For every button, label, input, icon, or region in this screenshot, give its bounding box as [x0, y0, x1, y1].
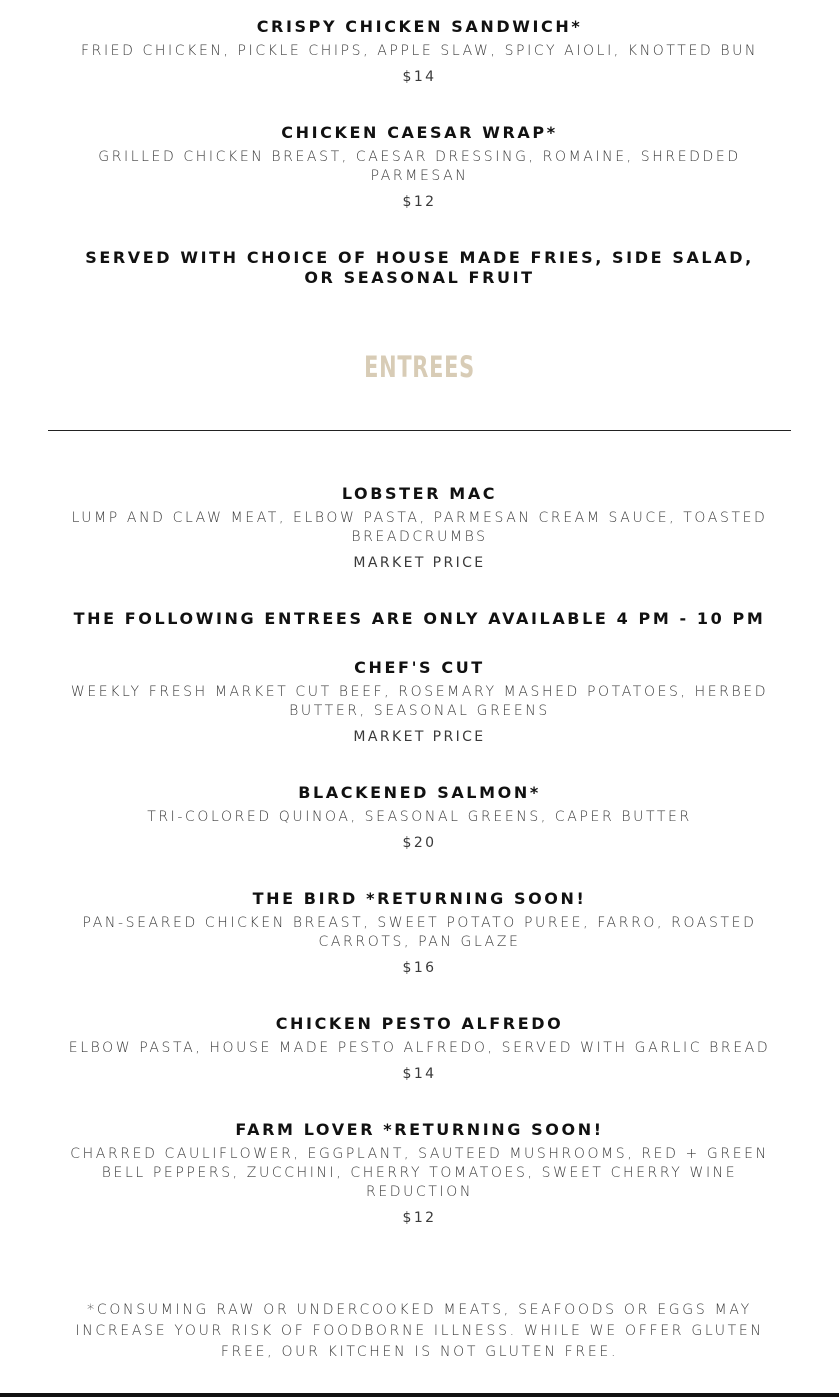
menu-item-price: $14 [402, 69, 437, 85]
menu-item-description: TRI-COLORED QUINOA, SEASONAL GREENS, CAPER BUTTER [147, 809, 692, 825]
menu-item-description: LUMP AND CLAW MEAT, ELBOW PASTA, PARMESAN CREAM SAUCE, TOASTED BREADCRUMBS [71, 510, 768, 545]
menu-item-name: LOBSTER MAC [341, 484, 498, 503]
menu-item-name: FARM LOVER *RETURNING SOON! [235, 1120, 604, 1139]
section-divider [48, 430, 791, 431]
menu-item-price: $14 [402, 1066, 437, 1082]
menu-item-description: CHARRED CAULIFLOWER, EGGPLANT, SAUTEED MUSHROOMS, RED + GREEN BELL PEPPERS, ZUCCHINI, CHERRY TOMATOES, SWEET CHERRY WINE REDUCTION [70, 1146, 769, 1200]
sides-note-text: SERVED WITH CHOICE OF HOUSE MADE FRIES, SIDE SALAD, OR SEASONAL FRUIT [85, 248, 754, 287]
menu-item-blackened-salmon [0, 783, 839, 853]
disclaimer-text: *CONSUMING RAW OR UNDERCOOKED MEATS, SEAFOODS OR EGGS MAY INCREASE YOUR RISK OF FOODBORNE ILLNESS. WHILE WE OFFER GLUTEN FREE, OUR KITCHEN IS NOT GLUTEN FREE. [75, 1302, 764, 1360]
menu-item-description: FRIED CHICKEN, PICKLE CHIPS, APPLE SLAW, SPICY AIOLI, KNOTTED BUN [80, 43, 759, 59]
menu-item-price: MARKET PRICE [353, 555, 486, 571]
menu-item-description: PAN-SEARED CHICKEN BREAST, SWEET POTATO PUREE, FARRO, ROASTED CARROTS, PAN GLAZE [82, 915, 757, 950]
menu-item-the-bird [0, 889, 839, 978]
menu-item-description: GRILLED CHICKEN BREAST, CAESAR DRESSING, ROMAINE, SHREDDED PARMESAN [98, 149, 741, 184]
menu-item-crispy-chicken-sandwich [0, 17, 839, 87]
menu-item-description: ELBOW PASTA, HOUSE MADE PESTO ALFREDO, SERVED WITH GARLIC BREAD [68, 1040, 771, 1056]
menu-item-name: BLACKENED SALMON* [298, 783, 541, 802]
section-title-entrees: ENTREES [364, 350, 475, 384]
menu-item-price: $12 [402, 194, 437, 210]
menu-item-name: CHEF'S CUT [354, 658, 485, 677]
sides-note [0, 248, 839, 288]
menu-item-farm-lover [0, 1120, 839, 1228]
menu-item-price: $12 [402, 1210, 437, 1226]
availability-note-text: THE FOLLOWING ENTREES ARE ONLY AVAILABLE 4 PM - 10 PM [73, 609, 766, 628]
menu-item-price: $16 [402, 960, 437, 976]
menu-item-description: WEEKLY FRESH MARKET CUT BEEF, ROSEMARY MASHED POTATOES, HERBED BUTTER, SEASONAL GREENS [70, 684, 769, 719]
menu-item-name: CHICKEN CAESAR WRAP* [281, 123, 558, 142]
bottom-border [0, 1393, 839, 1397]
menu-item-name: CHICKEN PESTO ALFREDO [275, 1014, 564, 1033]
food-safety-disclaimer [0, 1300, 839, 1363]
menu-item-name: THE BIRD *RETURNING SOON! [252, 889, 587, 908]
menu-item-price: MARKET PRICE [353, 729, 486, 745]
menu-item-lobster-mac [0, 484, 839, 573]
menu-item-name: CRISPY CHICKEN SANDWICH* [256, 17, 583, 36]
menu-item-price: $20 [402, 835, 437, 851]
menu-item-chicken-pesto-alfredo [0, 1014, 839, 1084]
availability-note [0, 609, 839, 629]
menu-item-chicken-caesar-wrap [0, 123, 839, 212]
menu-item-chefs-cut [0, 658, 839, 747]
